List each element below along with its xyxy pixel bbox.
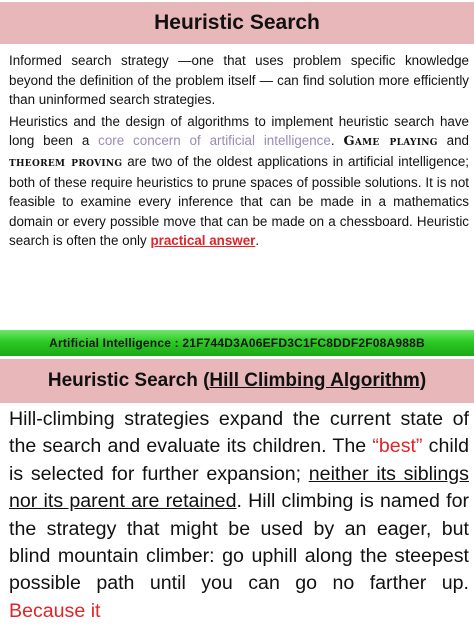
text-run: child is selected for further expansion; — [9, 435, 469, 485]
title-underlined: Hill Climbing Algorithm — [209, 370, 420, 391]
practical-answer-link[interactable]: practical answer — [150, 233, 256, 249]
underlined-statement: neither its siblings nor its parent are retained — [9, 462, 469, 513]
paragraph-heuristics — [9, 112, 469, 251]
text-run: are two of the oldest applications in artificial intelligence; both of these require heuristics to prune spaces of possible solutions. It is not feasible to examine every inference that can be made in a mathematics domain or every possible move that can be made on a chessboard. Heuristic search is often the only — [9, 153, 469, 249]
footer-band-text: Artificial Intelligence : 21F744D3A06EFD3C1FC8DDF2F08A988B — [49, 336, 425, 350]
title-text: Heuristic Search ( — [47, 370, 210, 391]
term-game-playing: Game playing — [343, 134, 438, 150]
text-run: and — [437, 133, 469, 149]
text-run: Heuristics and the design of algorithms to implement heuristic search have long been a — [9, 113, 469, 149]
text-run: . — [255, 233, 260, 249]
title-bar — [0, 2, 474, 44]
footer-band — [0, 330, 474, 356]
slide-title: Heuristic Search — [154, 11, 320, 34]
highlight-best: “best” — [372, 435, 423, 458]
term-theorem-proving: theorem proving — [9, 154, 123, 170]
slide-body-hill-climbing — [9, 406, 469, 632]
highlight-core-concern: core concern of artificial intelligence — [98, 133, 331, 149]
title-bar-hill-climbing — [0, 359, 474, 403]
text-run: . Hill climbing is named for the strategy that might be used by an eager, but blind mountain climber: go uphill along the steepest possible path until you can go no farther up. — [9, 490, 469, 595]
highlight-because-it: Because it — [9, 599, 101, 622]
text-run: . — [330, 133, 344, 149]
slide-body — [9, 51, 469, 253]
text-run: Hill-climbing strategies expand the current state of the search and evaluate its children. The — [9, 408, 469, 458]
slide-title-hill-climbing — [48, 370, 426, 392]
paragraph-informed-search: Informed search strategy —one that uses problem specific knowledge beyond the definition of the problem itself — can find solution more efficiently than uninformed search strategies. — [9, 53, 469, 108]
title-text: ) — [419, 370, 427, 391]
